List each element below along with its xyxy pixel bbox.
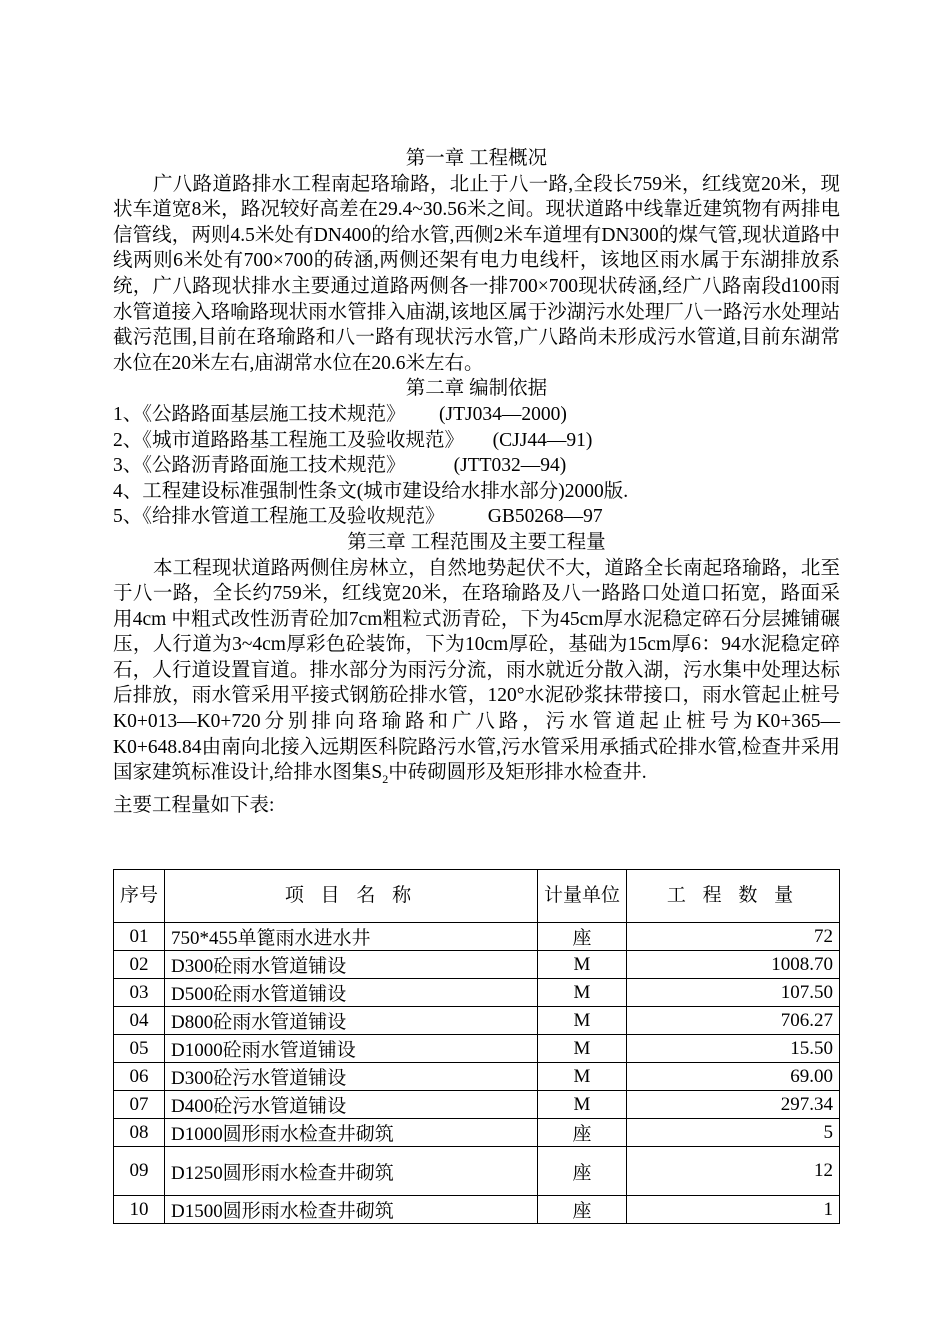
reference-item: 1、《公路路面基层施工技术规范》 (JTJ034—2000) (113, 403, 567, 425)
chapter3-title: 第三章 工程范围及主要工程量 (347, 531, 606, 553)
header-qty: 工 程 数 量 (627, 870, 840, 923)
table-row: 06 D300砼污水管道铺设 M 69.00 (114, 1063, 840, 1091)
chapter1-body: 广八路道路排水工程南起珞瑜路，北止于八一路,全段长759米，红线宽20米，现状车道宽8米，路况较好高差在29.4~30.56米之间。现状道路中线靠近建筑物有两排电信管线，两则4.5米处有DN400的给水管,西侧2米车道埋有DN300的煤气管,现状道路中线两则6米处有700×700的砖涵,两侧还架有电力电线杆，该地区雨水属于东湖排放系统，广八路现状排水主要通过道路两侧各一排700×700现状砖涵,经广八路南段d100雨水管道接入珞喻路现状雨水管排入庙湖,该地区属于沙湖污水处理厂八一路污水处理站截污范围,目前在珞瑜路和八一路有现状污水管,广八路尚未形成污水管道,目前东湖常水位在20米左右,庙湖常水位在20.6米左右。 (113, 173, 840, 374)
header-unit: 计量单位 (538, 870, 627, 923)
table-row: 10 D1500圆形雨水检查井砌筑 座 1 (114, 1196, 840, 1224)
header-name: 项 目 名 称 (165, 870, 538, 923)
reference-item: 3、《公路沥青路面施工技术规范》 (JTT032—94) (113, 455, 567, 477)
table-row: 01 750*455单篦雨水进水井 座 72 (114, 923, 840, 951)
table-row: 07 D400砼污水管道铺设 M 297.34 (114, 1091, 840, 1119)
chapter1-title: 第一章 工程概况 (405, 148, 548, 169)
reference-item: 4、工程建设标准强制性条文(城市建设给水排水部分)2000版. (113, 480, 629, 502)
table-row: 03 D500砼雨水管道铺设 M 107.50 (114, 979, 840, 1007)
table-row: 05 D1000砼雨水管道铺设 M 15.50 (114, 1035, 840, 1063)
reference-item: 2、《城市道路路基工程施工及验收规范》 (CJJ44—91) (113, 429, 593, 451)
table-intro: 主要工程量如下表: (113, 794, 275, 816)
quantity-table (113, 869, 840, 1224)
chapter3-body: 本工程现状道路两侧住房林立，自然地势起伏不大，道路全长南起珞瑜路，北至于八一路，全长约759米，红线宽20米，在珞瑜路及八一路路口处道口拓宽，路面采用4cm 中粗式改性沥青砼加7cm粗粒式沥青砼，下为45cm厚水泥稳定碎石分层摊铺碾压，人行道为3~4cm厚彩色砼装饰，下为10cm厚砼，基础为15cm厚6：94水泥稳定碎石，人行道设置盲道。排水部分为雨污分流，雨水就近分散入湖，污水集中处理达标后排放，雨水管采用平接式钢筋砼排水管，120°水泥砂浆抹带接口，雨水管起止桩号K0+013—K0+720分别排向珞瑜路和广八路，污水管道起止桩号为K0+365—K0+648.84由南向北接入远期医科院路污水管,污水管采用承插式砼排水管,检查井采用国家建筑标准设计,给排水图集$S_2$中砖砌圆形及矩形排水检查井. (113, 557, 840, 787)
table-row: 02 D300砼雨水管道铺设 M 1008.70 (114, 951, 840, 979)
table-row: 09 D1250圆形雨水检查井砌筑 座 12 (114, 1147, 840, 1196)
reference-item: 5、《给排水管道工程施工及验收规范》 GB50268—97 (113, 506, 603, 528)
chapter2-title: 第二章 编制依据 (405, 378, 548, 400)
table-row: 04 D800砼雨水管道铺设 M 706.27 (114, 1007, 840, 1035)
table-header-row (114, 870, 840, 923)
header-no: 序号 (114, 870, 165, 923)
table-row: 08 D1000圆形雨水检查井砌筑 座 5 (114, 1119, 840, 1147)
document-body (113, 146, 840, 818)
